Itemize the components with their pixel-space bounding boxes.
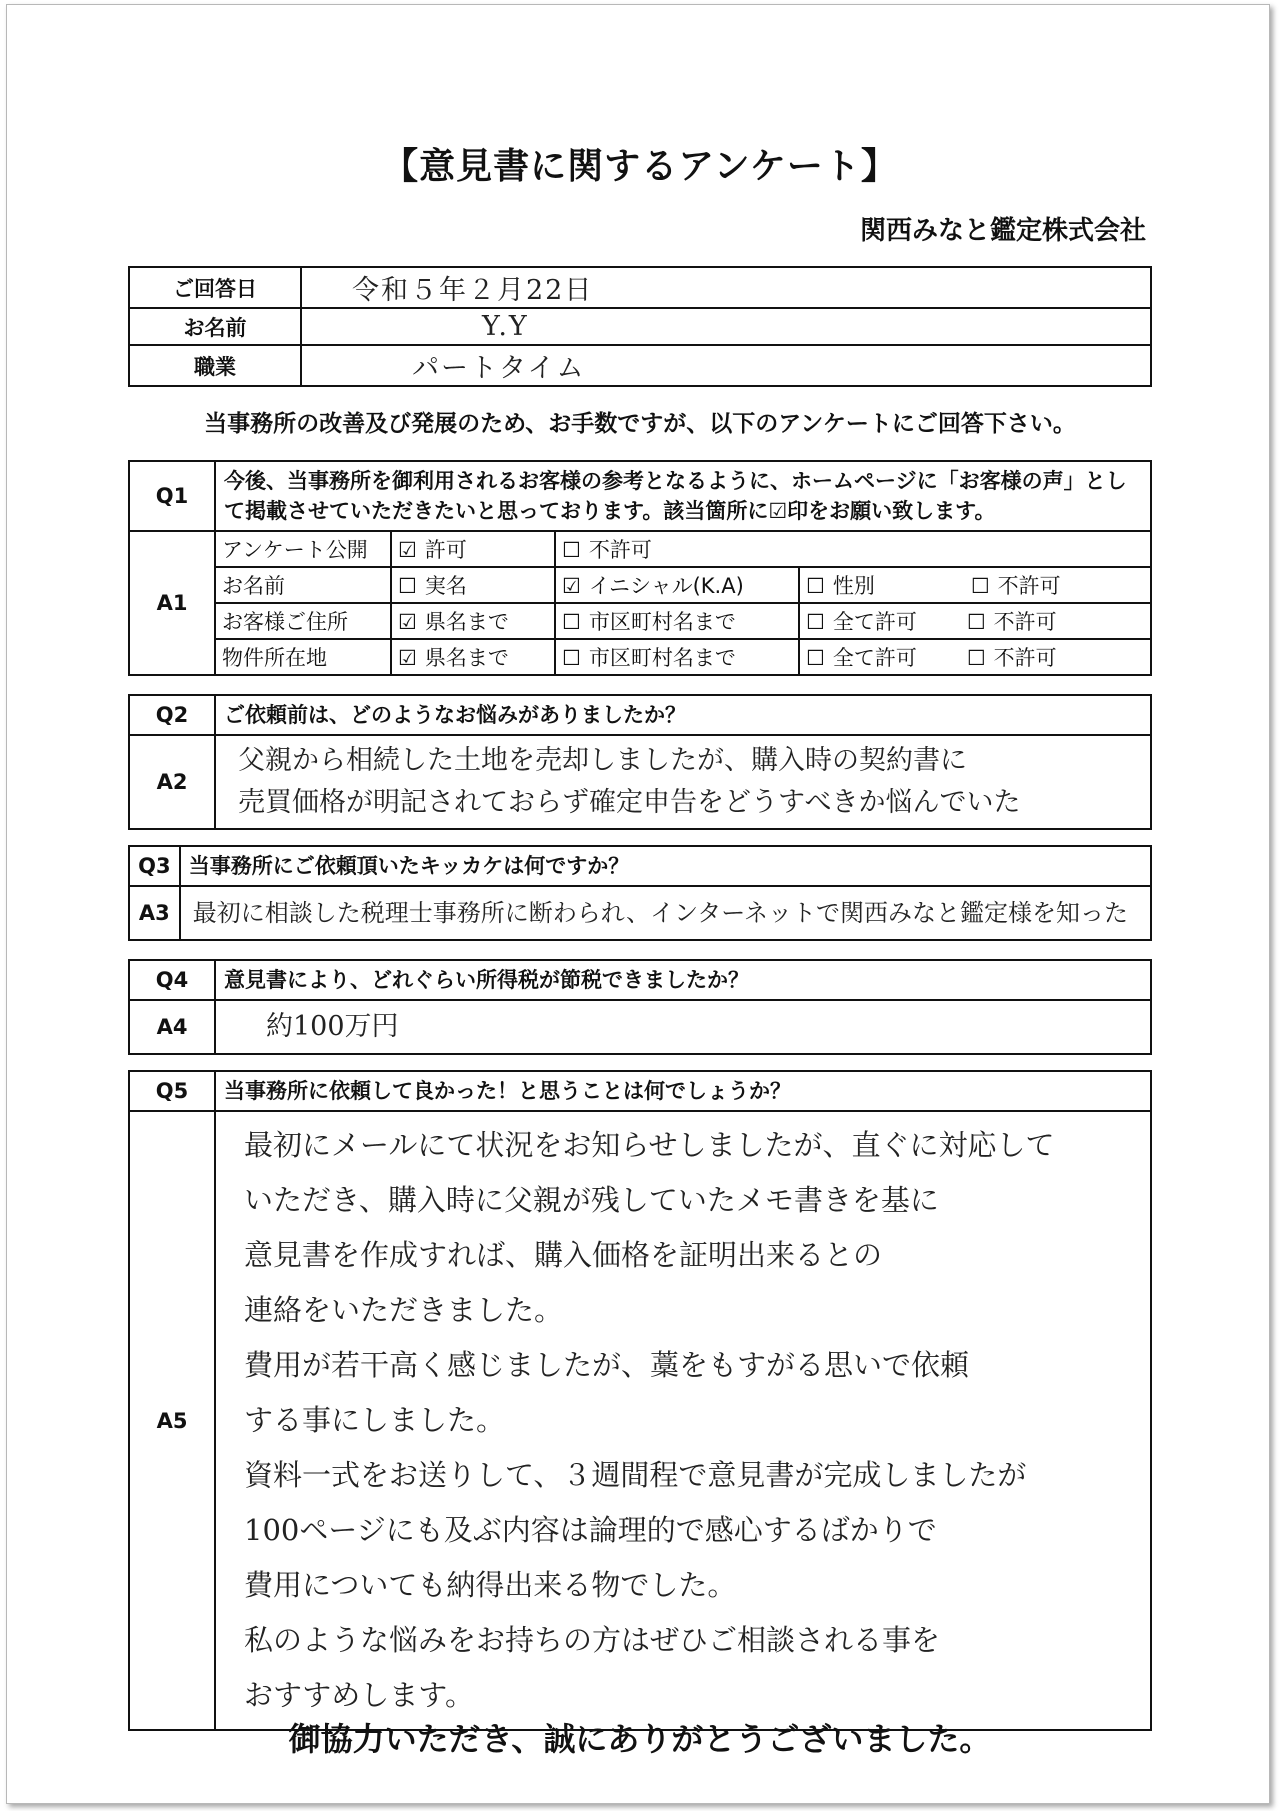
q4-question-row — [129, 960, 1151, 1000]
option-address-prefecture[interactable] — [391, 603, 555, 639]
q3-table — [128, 845, 1152, 941]
q5-question: 当事務所に依頼して良かった！と思うことは何でしょうか？ — [215, 1071, 1151, 1111]
answer-line: 連絡をいただきました。 — [244, 1293, 564, 1327]
q4-label: Q4 — [129, 960, 215, 1000]
option-label: 不許可 — [993, 646, 1057, 670]
option-name-initial[interactable] — [555, 567, 799, 603]
answer-line: 100ページにも及ぶ内容は論理的で感心するばかりで — [244, 1513, 937, 1547]
a5-answer — [215, 1111, 1151, 1730]
option-property-city[interactable] — [555, 639, 799, 675]
a1-category-publish: アンケート公開 — [215, 531, 391, 567]
q5-label: Q5 — [129, 1071, 215, 1111]
q3-question: 当事務所にご依頼頂いたキッカケは何ですか？ — [180, 846, 1151, 886]
q1-label: Q1 — [129, 461, 215, 531]
q1-table — [128, 460, 1152, 676]
option-property-prefecture[interactable] — [391, 639, 555, 675]
page-title: 【意見書に関するアンケート】 — [382, 146, 898, 187]
q2-table — [128, 694, 1152, 830]
q1-question: 今後、当事務所を御利用されるお客様の参考となるように、ホームページに「お客様の声」として掲載させていただきたいと思っております。該当箇所に☑印をお願い致します。 — [215, 461, 1151, 531]
q1-question-row — [129, 461, 1151, 531]
q3-question-row — [129, 846, 1151, 886]
a4-answer — [215, 1000, 1151, 1054]
q4-question: 意見書により、どれぐらい所得税が節税できましたか？ — [215, 960, 1151, 1000]
a3-label: A3 — [129, 886, 180, 940]
answer-line: する事にしました。 — [244, 1403, 506, 1437]
option-label: 許可 — [424, 538, 467, 562]
checkbox-icon: ☐ — [398, 574, 417, 598]
a4-row — [129, 1000, 1151, 1054]
a1-label: A1 — [129, 531, 215, 675]
answer-line: 費用が若干高く感じましたが、藁をもすがる思いで依頼 — [244, 1348, 970, 1382]
date-label: ご回答日 — [129, 267, 301, 308]
answer-line: 費用についても納得出来る物でした。 — [244, 1568, 737, 1602]
option-label: 市区町村名まで — [588, 610, 736, 634]
option-label: 市区町村名まで — [588, 646, 736, 670]
checkbox-icon: ☑ — [398, 538, 417, 562]
a2-answer — [215, 735, 1151, 829]
date-value: 令和５年２月22日 — [301, 267, 1151, 308]
instruction-text: 当事務所の改善及び発展のため、お手数ですが、以下のアンケートにご回答下さい。 — [204, 411, 1076, 437]
option-label: 性別 — [832, 574, 875, 598]
option-label: 全て許可 — [832, 610, 917, 634]
checkbox-icon: ☐ — [966, 610, 986, 634]
option-label: 不許可 — [993, 610, 1057, 634]
checkbox-icon: ☑ — [398, 646, 417, 670]
a1-row-publish — [129, 531, 1151, 567]
a2-label: A2 — [129, 735, 215, 829]
q2-label: Q2 — [129, 695, 215, 735]
a5-row — [129, 1111, 1151, 1730]
q3-label: Q3 — [129, 846, 180, 886]
checkbox-icon: ☑ — [398, 610, 417, 634]
option-address-all-deny[interactable] — [799, 603, 1151, 639]
a1-row-name — [129, 567, 1151, 603]
option-label: 不許可 — [997, 574, 1061, 598]
answer-line: 私のような悩みをお持ちの方はぜひご相談される事を — [244, 1623, 941, 1657]
name-label: お名前 — [129, 308, 301, 345]
checkbox-icon: ☐ — [562, 538, 581, 562]
q5-question-row — [129, 1071, 1151, 1111]
option-publish-deny[interactable] — [555, 531, 1151, 567]
answer-line: 意見書を作成すれば、購入価格を証明出来るとの — [244, 1238, 883, 1272]
checkbox-icon: ☐ — [970, 574, 990, 598]
a1-category-name: お名前 — [215, 567, 391, 603]
answer-line: 最初に相談した税理士事務所に断わられ、インターネットで関西みなと鑑定様を知った — [192, 899, 1128, 927]
occupation-value: パートタイム — [301, 345, 1151, 386]
thank-you-message: 御協力いただき、誠にありがとうございました。 — [288, 1720, 992, 1758]
answer-line: おすすめします。 — [244, 1678, 474, 1712]
a1-category-property: 物件所在地 — [215, 639, 391, 675]
respondent-info-table — [128, 266, 1152, 387]
info-row-name — [129, 308, 1151, 345]
occupation-label: 職業 — [129, 345, 301, 386]
checkbox-icon: ☐ — [806, 610, 825, 634]
answer-line: いただき、購入時に父親が残していたメモ書きを基に — [244, 1183, 939, 1217]
checkbox-icon: ☐ — [806, 574, 825, 598]
checkbox-icon: ☐ — [806, 646, 825, 670]
option-address-city[interactable] — [555, 603, 799, 639]
option-label: イニシャル(K.A) — [588, 574, 744, 598]
a3-answer — [180, 886, 1151, 940]
option-label: 実名 — [424, 574, 467, 598]
a1-row-property — [129, 639, 1151, 675]
info-row-date — [129, 267, 1151, 308]
answer-line: 最初にメールにて状況をお知らせしましたが、直ぐに対応して — [244, 1128, 1055, 1162]
option-publish-allow[interactable] — [391, 531, 555, 567]
answer-line: 資料一式をお送りして、３週間程で意見書が完成しましたが — [244, 1458, 1027, 1492]
a1-category-address: お客様ご住所 — [215, 603, 391, 639]
checkbox-icon: ☑ — [562, 574, 581, 598]
checkbox-icon: ☐ — [966, 646, 986, 670]
info-row-occupation — [129, 345, 1151, 386]
answer-line: 父親から相続した土地を売却しましたが、購入時の契約書に — [238, 745, 967, 776]
a5-label: A5 — [129, 1111, 215, 1730]
checkbox-icon: ☐ — [562, 610, 581, 634]
option-label: 県名まで — [424, 646, 509, 670]
q4-table — [128, 959, 1152, 1055]
company-name: 関西みなと鑑定株式会社 — [859, 216, 1146, 246]
option-label: 全て許可 — [832, 646, 917, 670]
answer-line: 約100万円 — [266, 1011, 399, 1042]
option-name-gender-deny[interactable] — [799, 567, 1151, 603]
q2-question: ご依頼前は、どのようなお悩みがありましたか？ — [215, 695, 1151, 735]
name-value: Y.Y — [301, 308, 1151, 345]
q2-question-row — [129, 695, 1151, 735]
q5-table — [128, 1070, 1152, 1731]
checkbox-icon: ☐ — [562, 646, 581, 670]
a1-row-address — [129, 603, 1151, 639]
a4-label: A4 — [129, 1000, 215, 1054]
answer-line: 売買価格が明記されておらず確定申告をどうすべきか悩んでいた — [238, 787, 1021, 818]
a3-row — [129, 886, 1151, 940]
option-label: 県名まで — [424, 610, 509, 634]
a2-row — [129, 735, 1151, 829]
option-property-all-deny[interactable] — [799, 639, 1151, 675]
option-label: 不許可 — [588, 538, 652, 562]
option-name-real[interactable] — [391, 567, 555, 603]
